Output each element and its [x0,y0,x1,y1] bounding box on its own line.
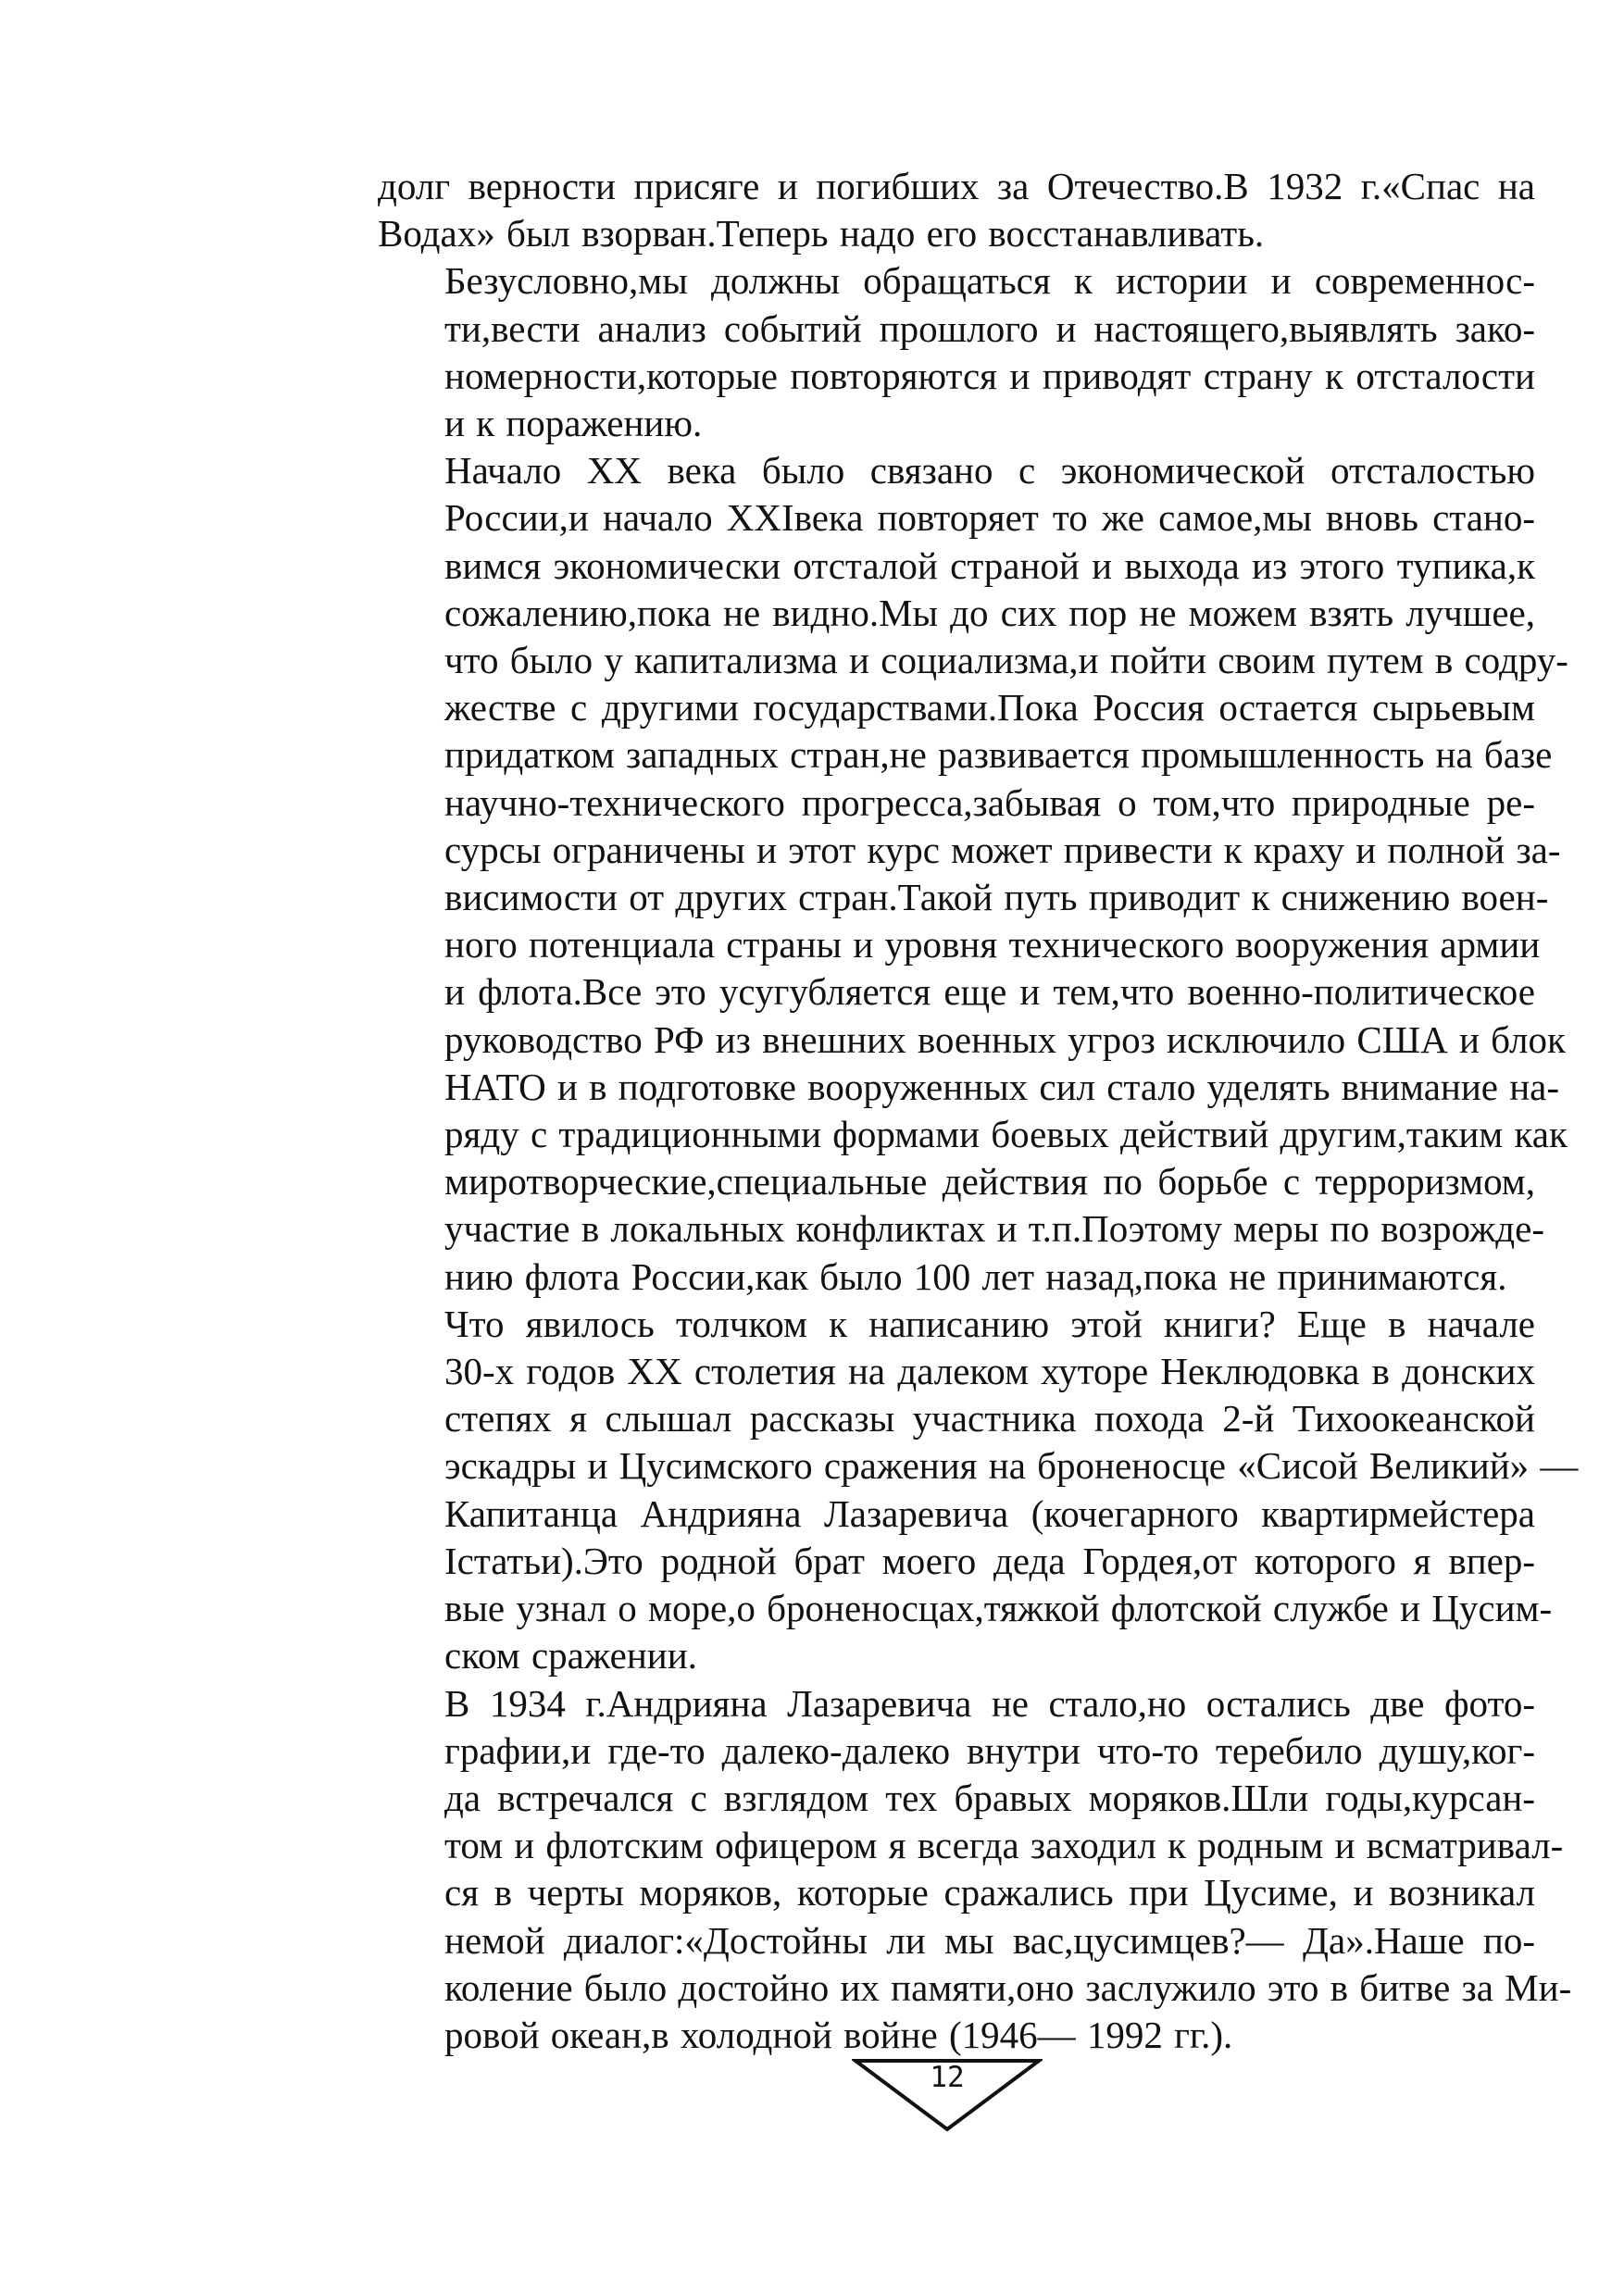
text-line: придатком западных стран,не развивается промышленность на базе [444,733,1553,777]
text-line: Капитанца Андрияна Лазаревича (кочегарного квартирмейстера [444,1491,1535,1535]
page-number-marker [852,2057,1043,2133]
text-line: 30-х годов XX столетия на далеком хуторе Неклюдовка в донских [444,1350,1535,1393]
text-line: да встречался с взглядом тех бравых моряков.Шли годы,курсан- [444,1776,1535,1819]
text-line: ного потенциала страны и уровня технического вооружения армии [444,923,1541,967]
page-number: 12 [930,2061,965,2094]
body-text [378,163,1579,2059]
text-line: коление было достойно их памяти,оно заслужило это в битве за Ми- [444,1965,1572,2009]
text-line: графии,и где-то далеко-далеко внутри что-то теребило душу,ког- [444,1728,1535,1772]
text-line: номерности,которые повторяются и приводят страну к отсталости [444,354,1535,397]
text-line: и флота.Все это усугубляется еще и тем,что военно-политическое [444,970,1535,1014]
text-line: том и флотским офицером я всегда заходил к родным и всматривал- [444,1824,1564,1867]
text-line: руководство РФ из внешних военных угроз исключило США и блок [444,1017,1566,1061]
paragraph [378,1680,1572,2060]
text-line: немой диалог:«Достойны ли мы вас,цусимцев?— Да».Наше по- [444,1918,1535,1962]
text-line: степях я слышал рассказы участника похода 2-й Тихоокеанской [444,1397,1535,1441]
text-line: Водах» был взорван.Теперь надо его восстанавливать. [378,212,1265,256]
text-line: нию флота России,как было 100 лет назад,пока не принимаются. [444,1254,1507,1298]
text-line: Начало XX века было связано с экономической отсталостью [444,449,1535,493]
text-line: жестве с другими государствами.Пока Россия остается сырьевым [444,686,1535,730]
text-line: вимся экономически отсталой страной и выхода из этого тупика,к [444,543,1535,587]
text-line: Iстатьи).Это родной брат моего деда Гордея,от которого я впер- [444,1539,1535,1582]
paragraph [378,163,1535,257]
text-line: эскадры и Цусимского сражения на броненосце «Сисой Великий» — [444,1444,1579,1488]
text-line: ся в черты моряков, которые сражались при Цусиме, и возникал [444,1871,1535,1915]
text-line: участие в локальных конфликтах и т.п.Поэтому меры по возрожде- [444,1207,1545,1251]
paragraph [378,257,1535,447]
text-line: В 1934 г.Андрияна Лазаревича не стало,но остались две фото- [444,1681,1535,1725]
text-line: Безусловно,мы должны обращаться к истории и современнос- [444,259,1535,303]
text-line: долг верности присяге и погибших за Отечество.В 1932 г.«Спас на [378,165,1535,207]
text-line: сожалению,пока не видно.Мы до сих пор не можем взять лучшее, [444,591,1535,634]
text-line: ском сражении. [444,1634,697,1678]
text-line: НАТО и в подготовке вооруженных сил стало уделять внимание на- [444,1065,1560,1108]
text-line: ровой океан,в холодной войне (1946— 1992 гг.). [444,2013,1233,2056]
text-line: миротворческие,специальные действия по борьбе с терроризмом, [444,1160,1535,1204]
text-line: что было у капитализма и социализма,и пойти своим путем в содру- [444,639,1568,682]
text-line: ти,вести анализ событий прошлого и настоящего,выявлять зако- [444,306,1535,350]
paragraph [378,1301,1579,1680]
paragraph [378,447,1568,1301]
text-line: и к поражению. [444,402,703,445]
text-line: висимости от других стран.Такой путь приводит к снижению воен- [444,876,1549,919]
text-line: сурсы ограничены и этот курс может привести к краху и полной за- [444,828,1561,871]
text-line: Что явилось толчком к написанию этой книги? Еще в начале [444,1302,1535,1345]
text-line: ряду с традиционными формами боевых действий другим,таким как [444,1113,1568,1156]
text-line: вые узнал о море,о броненосцах,тяжкой флотской службе и Цусим- [444,1587,1553,1630]
text-line: России,и начало XXIвека повторяет то же самое,мы вновь стано- [444,496,1535,540]
text-line: научно-технического прогресса,забывая о том,что природные ре- [444,780,1535,824]
